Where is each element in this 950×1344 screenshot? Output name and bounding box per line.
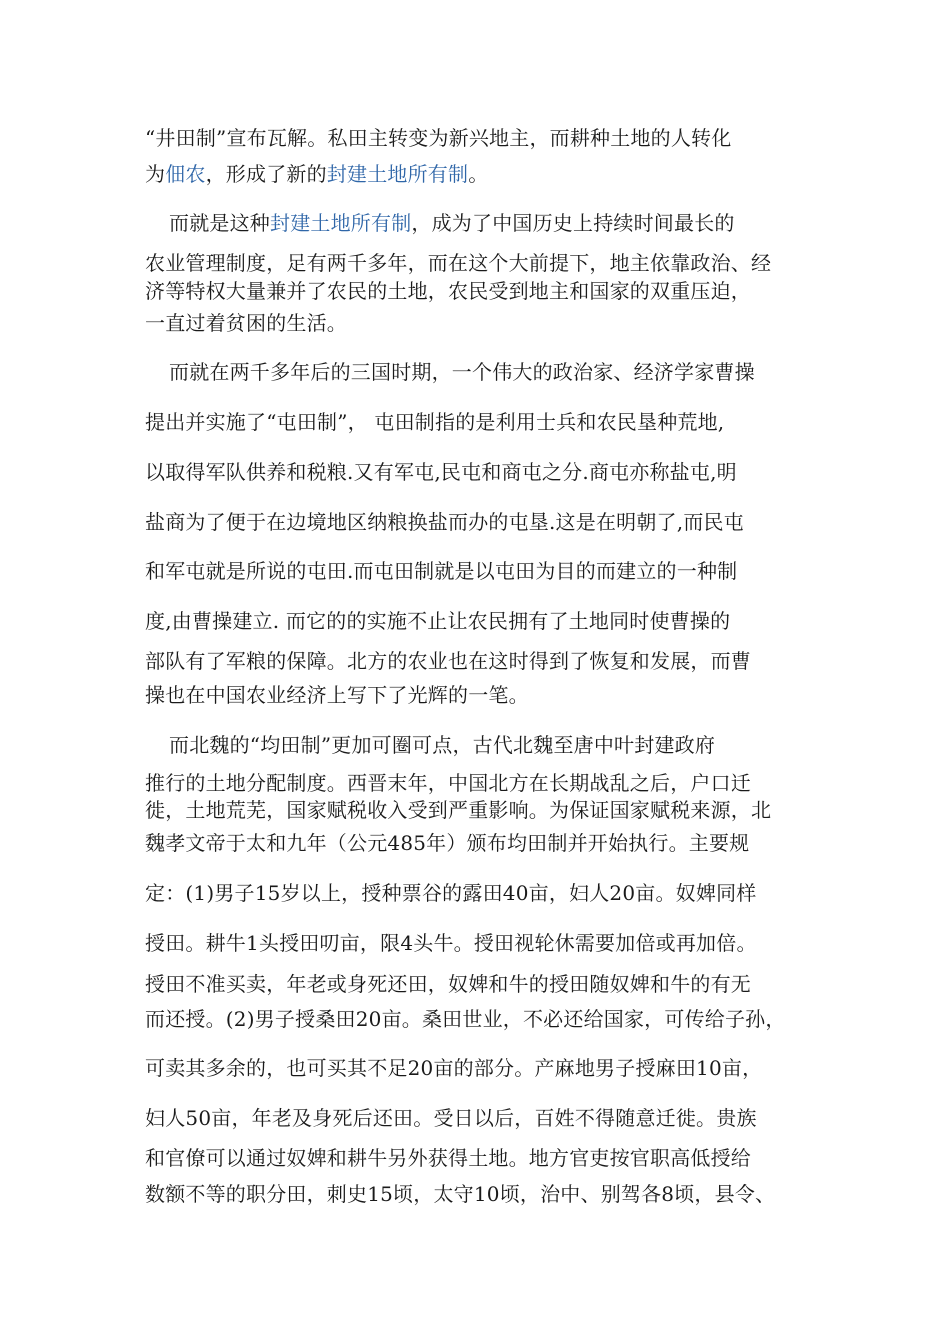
text-run: 度,由曹操建立. 而它的的实施不止让农民拥有了土地同时使曹操的 (145, 609, 731, 633)
paragraph-3-line-1 (145, 360, 755, 384)
paragraph-3-line-2 (145, 410, 724, 434)
text-run: 授田。耕牛1头授田叨亩，限4头牛。授田视轮休需要加倍或再加倍。 (145, 931, 757, 955)
paragraph-4-line-4 (145, 831, 749, 855)
paragraph-4-line-9 (145, 1056, 762, 1080)
text-run: 以取得军队供养和税粮.又有军屯,民屯和商屯之分.商屯亦称盐屯,明 (145, 460, 737, 484)
paragraph-4-line-11 (145, 1146, 751, 1170)
paragraph-2-line-3 (145, 279, 751, 303)
text-run: 而还授。(2)男子授桑田20亩。桑田世业，不必还给国家，可传给子孙， (145, 1007, 786, 1031)
text-run: 而北魏的“均田制”更加可圈可点，古代北魏至唐中叶封建政府 (169, 733, 716, 757)
paragraph-4-line-7 (145, 972, 751, 996)
link-tenant-farmer[interactable]: 佃农 (165, 162, 206, 186)
paragraph-4-line-8 (145, 1007, 786, 1031)
paragraph-4-line-3 (145, 798, 771, 822)
paragraph-4-line-1 (145, 733, 715, 757)
paragraph-2-line-2 (145, 251, 771, 275)
paragraph-2-line-4 (145, 311, 347, 335)
text-run: ，成为了中国历史上持续时间最长的 (411, 211, 735, 235)
text-run: 一直过着贫困的生活。 (145, 311, 347, 335)
paragraph-4-line-2 (145, 771, 751, 795)
text-run: 部队有了军粮的保障。北方的农业也在这时得到了恢复和发展，而曹 (145, 649, 751, 673)
text-run: 推行的土地分配制度。西晋末年，中国北方在长期战乱之后，户口迁 (145, 771, 751, 795)
text-run: 授田不准买卖，年老或身死还田，奴婢和牛的授田随奴婢和牛的有无 (145, 972, 751, 996)
link-feudal-land-ownership[interactable]: 封建土地所有制 (326, 162, 469, 186)
paragraph-4-line-12 (145, 1182, 775, 1206)
paragraph-4-line-10 (145, 1106, 757, 1130)
paragraph-4-line-5 (145, 881, 756, 905)
text-run: 徙，土地荒芜，国家赋税收入受到严重影响。为保证国家赋税来源，北 (145, 798, 772, 822)
text-run: 提出并实施了“屯田制”， 屯田制指的是利用士兵和农民垦种荒地, (145, 410, 725, 434)
paragraph-3-line-5 (145, 559, 737, 583)
text-run: “井田制”宣布瓦解。私田主转变为新兴地主，而耕种土地的人转化 (145, 126, 732, 150)
text-run: 魏孝文帝于太和九年（公元485年）颁布均田制并开始执行。主要规 (145, 831, 750, 855)
paragraph-2-line-1 (145, 211, 735, 235)
text-run: 盐商为了便于在边境地区纳粮换盐而办的屯垦.这是在明朝了,而民屯 (145, 510, 744, 534)
paragraph-3-line-6 (145, 609, 730, 633)
text-run: 和官僚可以通过奴婢和耕牛另外获得土地。地方官吏按官职高低授给 (145, 1146, 751, 1170)
paragraph-4-line-6 (145, 931, 757, 955)
text-run: 操也在中国农业经济上写下了光辉的一笔。 (145, 683, 529, 707)
text-run: 济等特权大量兼并了农民的土地，农民受到地主和国家的双重压迫， (145, 279, 751, 303)
link-feudal-land-ownership[interactable]: 封建土地所有制 (270, 211, 412, 235)
paragraph-1-line-1 (145, 126, 731, 150)
paragraph-3-line-7 (145, 649, 751, 673)
paragraph-3-line-4 (145, 510, 744, 534)
text-run: 。 (468, 162, 489, 186)
text-run: 而就在两千多年后的三国时期，一个伟大的政治家、经济学家曹操 (169, 360, 755, 384)
text-run: 可卖其多余的，也可买其不足20亩的部分。产麻地男子授麻田10亩， (145, 1056, 763, 1080)
text-run: 为 (145, 162, 166, 186)
text-run: 妇人50亩，年老及身死后还田。受日以后，百姓不得随意迁徙。贵族 (145, 1106, 757, 1130)
text-run: 而就是这种 (169, 211, 270, 235)
text-run: 农业管理制度，足有两千多年，而在这个大前提下，地主依靠政治、经 (145, 251, 772, 275)
paragraph-1-line-2 (145, 162, 488, 186)
text-run: 和军屯就是所说的屯田.而屯田制就是以屯田为目的而建立的一种制 (145, 559, 738, 583)
paragraph-3-line-3 (145, 460, 737, 484)
paragraph-3-line-8 (145, 683, 529, 707)
text-run: 数额不等的职分田，刺史15顷，太守10顷，治中、别驾各8顷，县令、 (145, 1182, 776, 1206)
text-run: 定：(1)男子15岁以上，授种票谷的露田40亩，妇人20亩。奴婢同样 (145, 881, 757, 905)
text-run: ，形成了新的 (205, 162, 327, 186)
